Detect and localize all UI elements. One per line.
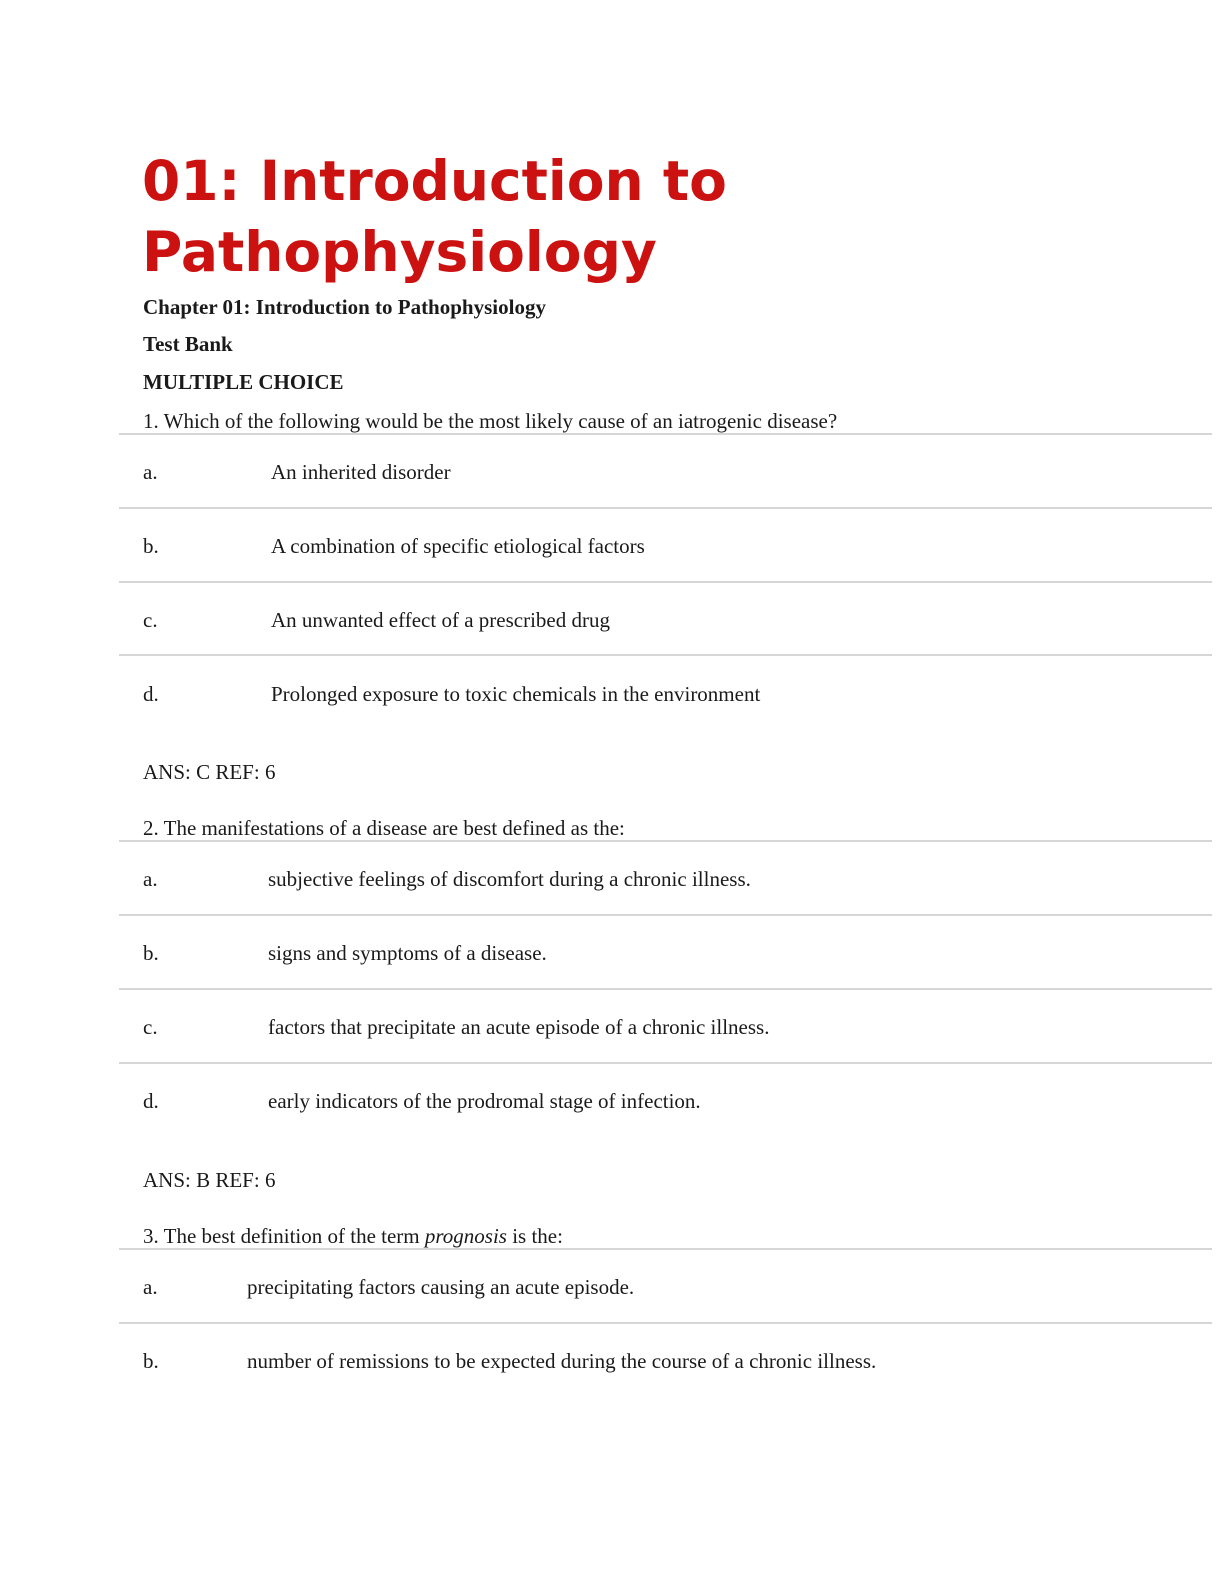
question-3-text-end: is the: <box>506 1224 563 1248</box>
option-letter: a. <box>143 460 158 484</box>
chapter-heading: Chapter 01: Introduction to Pathophysiology <box>143 295 546 319</box>
option-text: precipitating factors causing an acute episode. <box>247 1275 635 1299</box>
option-letter: b. <box>143 941 159 965</box>
option-text: factors that precipitate an acute episode of a chronic illness. <box>268 1015 770 1039</box>
question-2-answer: ANS: B REF: 6 <box>143 1168 276 1192</box>
divider <box>119 914 1212 916</box>
question-2-option-b <box>143 941 1212 965</box>
option-text: Prolonged exposure to toxic chemicals in the environment <box>271 682 761 706</box>
option-letter: d. <box>143 682 159 706</box>
question-3-text <box>143 1224 563 1248</box>
question-2-option-d <box>143 1089 1212 1113</box>
question-1-option-b <box>143 534 1212 558</box>
option-text: signs and symptoms of a disease. <box>268 941 547 965</box>
divider <box>119 1062 1212 1064</box>
divider <box>119 840 1212 842</box>
option-text: An unwanted effect of a prescribed drug <box>271 608 610 632</box>
option-letter: c. <box>143 608 158 632</box>
option-letter: d. <box>143 1089 159 1113</box>
divider <box>119 433 1212 435</box>
section-heading: MULTIPLE CHOICE <box>143 370 344 394</box>
option-text: number of remissions to be expected during the course of a chronic illness. <box>247 1349 877 1373</box>
question-2-option-a <box>143 867 1212 891</box>
option-letter: a. <box>143 1275 158 1299</box>
question-2-option-c <box>143 1015 1212 1039</box>
divider <box>119 988 1212 990</box>
option-text: An inherited disorder <box>271 460 451 484</box>
question-3-option-b <box>143 1349 1212 1373</box>
question-1-option-c <box>143 608 1212 632</box>
option-text: early indicators of the prodromal stage of infection. <box>268 1089 701 1113</box>
question-1-option-a <box>143 460 1212 484</box>
option-letter: c. <box>143 1015 158 1039</box>
question-2-text: 2. The manifestations of a disease are best defined as the: <box>143 816 625 840</box>
option-letter: b. <box>143 1349 159 1373</box>
test-bank-heading: Test Bank <box>143 332 233 356</box>
divider <box>119 507 1212 509</box>
divider <box>119 654 1212 656</box>
option-text: A combination of specific etiological factors <box>271 534 645 558</box>
question-3-text-start: 3. The best definition of the term <box>143 1224 425 1248</box>
question-1-option-d <box>143 682 1212 706</box>
page-title: 01: Introduction to Pathophysiology <box>142 149 727 284</box>
divider <box>119 581 1212 583</box>
question-1-text: 1. Which of the following would be the most likely cause of an iatrogenic disease? <box>143 409 838 433</box>
divider <box>119 1322 1212 1324</box>
option-letter: a. <box>143 867 158 891</box>
option-text: subjective feelings of discomfort during a chronic illness. <box>268 867 751 891</box>
question-1-answer: ANS: C REF: 6 <box>143 760 276 784</box>
option-letter: b. <box>143 534 159 558</box>
question-3-term: prognosis <box>424 1224 507 1248</box>
divider <box>119 1248 1212 1250</box>
question-3-option-a <box>143 1275 1212 1299</box>
